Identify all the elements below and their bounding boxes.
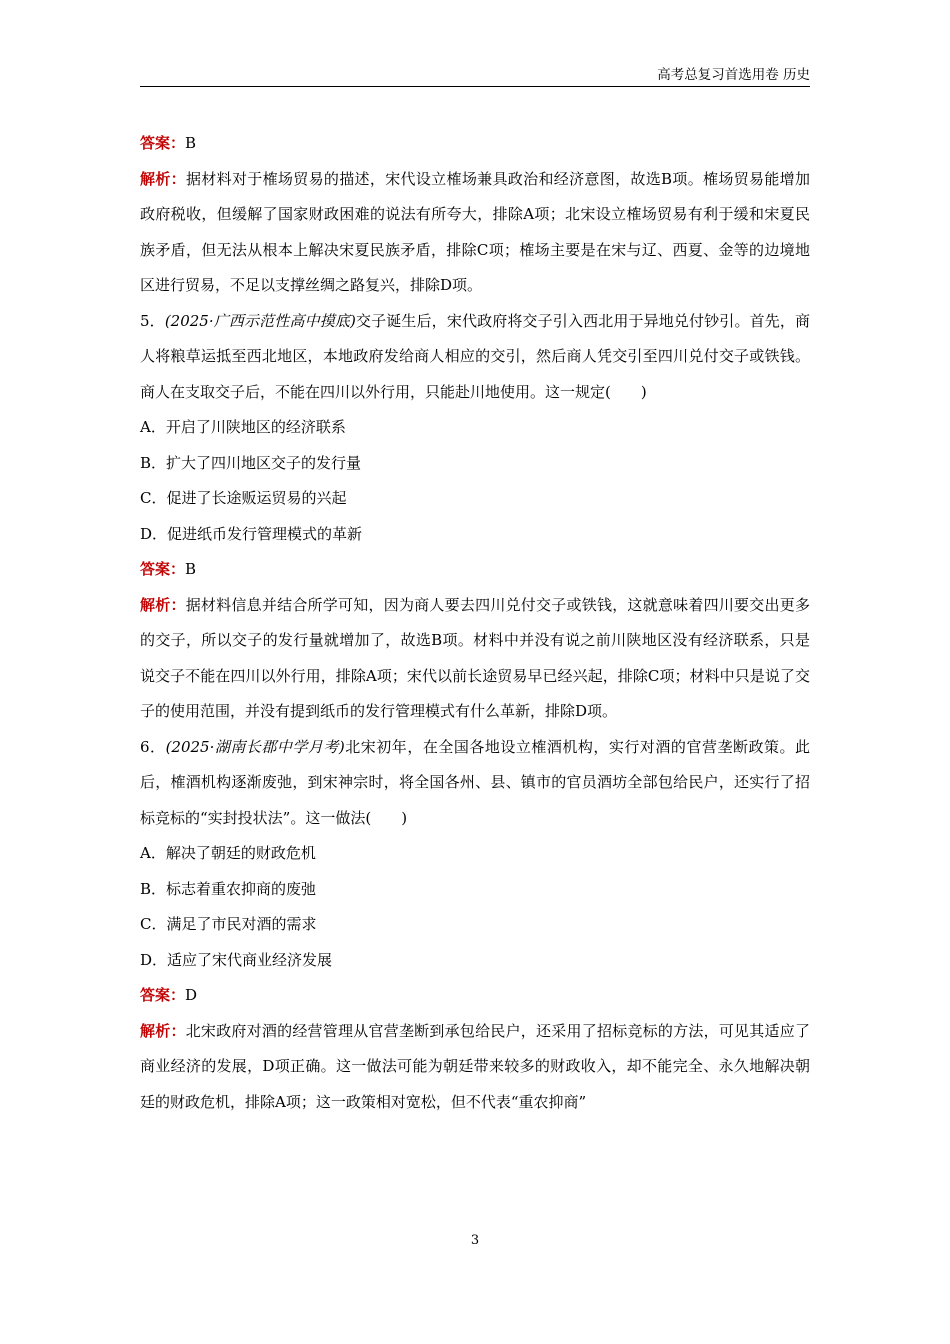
analysis-text: 据材料对于榷场贸易的描述，宋代设立榷场兼具政治和经济意图，故选B项。榷场贸易能增加政府税收，但缓解了国家财政困难的说法有所夸大，排除A项；北宋设立榷场贸易有利于缓和宋夏民族矛盾，但无法从根本上解决宋夏民族矛盾，排除C项；榷场主要是在宋与辽、西夏、金等的边境地区进行贸易，不足以支撑丝绸之路复兴，排除D项。	[140, 169, 810, 294]
analysis-paragraph	[140, 1014, 810, 1121]
analysis-label: 解析：	[140, 169, 186, 188]
question-number: 5．	[140, 311, 165, 330]
option-c: C．满足了市民对酒的需求	[140, 915, 317, 933]
header-rule	[140, 86, 810, 87]
answer-value: B	[185, 560, 197, 578]
question-stem: 交子诞生后，宋代政府将交子引入西北用于异地兑付钞引。首先，商人将粮草运抵至西北地区，本地政府发给商人相应的交引，然后商人凭交引至四川兑付交子或铁钱。商人在支取交子后，不能在四川以外行用，只能赴川地使用。这一规定( )	[140, 311, 810, 401]
page-number: 3	[470, 1233, 480, 1248]
option-a: A．开启了川陕地区的经济联系	[140, 418, 346, 436]
option-d: D．适应了宋代商业经济发展	[140, 950, 333, 969]
analysis-paragraph	[140, 162, 810, 304]
answer-label: 答案：	[140, 986, 186, 1004]
answer-label: 答案：	[140, 560, 186, 578]
answer-line	[140, 978, 810, 1014]
analysis-label: 解析：	[140, 595, 186, 614]
answer-value: D	[185, 986, 198, 1004]
analysis-paragraph	[140, 588, 810, 730]
question-source: (2025·湖南长郡中学月考)	[165, 737, 345, 756]
page-header: 高考总复习首选用卷 历史	[657, 67, 810, 83]
question-number: 6．	[140, 737, 166, 756]
answer-line	[140, 552, 810, 588]
analysis-text: 据材料信息并结合所学可知，因为商人要去四川兑付交子或铁钱，这就意味着四川要交出更多的交子，所以交子的发行量就增加了，故选B项。材料中并没有说之前川陕地区没有经济联系，只是说交子不能在四川以外行用，排除A项；宋代以前长途贸易早已经兴起，排除C项；材料中只是说了交子的使用范围，并没有提到纸币的发行管理模式有什么革新，排除D项。	[140, 595, 810, 720]
answer-label: 答案：	[140, 134, 186, 152]
answer-line	[140, 126, 810, 162]
analysis-label: 解析：	[140, 1021, 186, 1040]
question-6	[140, 730, 810, 837]
option-b: B．标志着重农抑商的废弛	[140, 879, 317, 898]
question-source: (2025·广西示范性高中摸底)	[164, 311, 356, 330]
question-stem: 北宋初年，在全国各地设立榷酒机构，实行对酒的官营垄断政策。此后，榷酒机构逐渐废弛，到宋神宗时，将全国各州、县、镇市的官员酒坊全部包给民户，还实行了招标竞标的“实封投状法”。这一做法( )	[140, 737, 810, 827]
question-5	[140, 304, 810, 411]
analysis-text: 北宋政府对酒的经营管理从官营垄断到承包给民户，还采用了招标竞标的方法，可见其适应了商业经济的发展，D项正确。这一做法可能为朝廷带来较多的财政收入，却不能完全、永久地解决朝廷的财政危机，排除A项；这一政策相对宽松，但不代表“重农抑商”	[140, 1021, 810, 1111]
page-content	[140, 126, 810, 1120]
option-a: A．解决了朝廷的财政危机	[140, 844, 316, 862]
answer-value: B	[185, 134, 197, 152]
option-d: D．促进纸币发行管理模式的革新	[140, 524, 363, 543]
option-c: C．促进了长途贩运贸易的兴起	[140, 489, 347, 507]
option-b: B．扩大了四川地区交子的发行量	[140, 453, 362, 472]
